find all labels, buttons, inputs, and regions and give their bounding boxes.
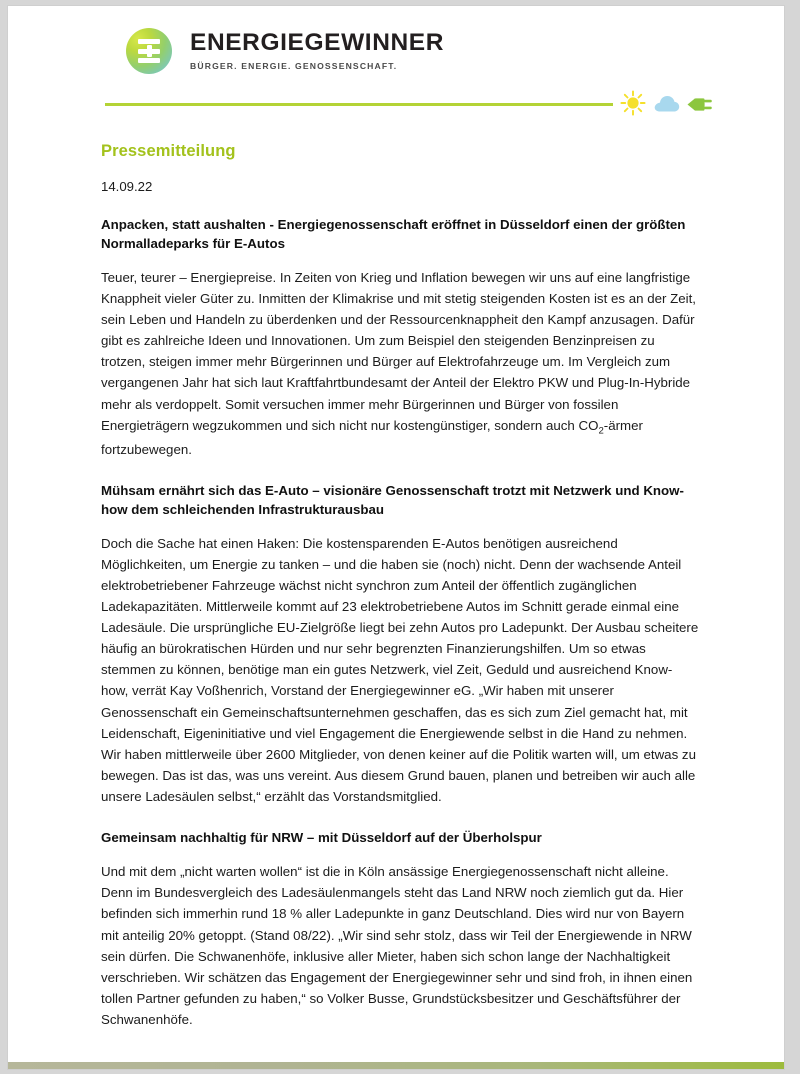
logo-bar-bottom: [138, 58, 160, 63]
logo-bar-top: [138, 39, 160, 44]
article-headline: Anpacken, statt aushalten - Energiegenossenschaft eröffnet in Düsseldorf einen der größten Normalladeparks für E-Autos: [101, 217, 686, 251]
brand-wordmark: ENERGIEGEWINNER: [190, 29, 445, 57]
logo-plus-vertical: [147, 45, 152, 57]
press-release-date: 14.09.22: [101, 179, 153, 194]
document-header: [8, 6, 784, 118]
document-page: [8, 6, 784, 1069]
energiegewinner-logo-mark: [126, 28, 172, 74]
article-paragraph-3: Und mit dem „nicht warten wollen“ ist die in Köln ansässige Energiegenossenschaft nicht alleine. Denn im Bundesvergleich des Ladesäulenmangels steht das Land NRW noch ziemlich gut da. Hier befinden sich immerhin rund 18 % aller Ladepunkte in ganz Deutschland. Dies wird nur von Bayern mit anteilig 20% getoppt. (Stand 08/22). „Wir sind sehr stolz, dass wir Teil der Energiewende in NRW sein dürfen. Die Schwanenhöfe, inklusive aller Mieter, haben sich schon lange der Nachhaltigkeit verschrieben. Wir schätzen das Engagement der Energiegewinner sehr und sind froh, in ihnen einen tollen Partner gefunden zu haben,“ so Volker Busse, Grundstücksbesitzer und Geschäftsführer der Schwanenhöfe.: [101, 864, 693, 1028]
brand-text-block: [190, 31, 444, 70]
paragraph-1-text-a: Teuer, teurer – Energiepreise. In Zeiten von Krieg und Inflation bewegen wir uns auf eine langfristige Knappheit vieler Güter zu. Inmitten der Klimakrise und mit stetig steigenden Kosten ist es an der Zeit, sein Leben und Handeln zu überdenken und der Ressourcenknappheit den Kampf anzusagen. Dafür gibt es zahlreiche Ideen und Innovationen. Um zum Beispiel den steigenden Benzinpreisen zu trotzen, steigen immer mehr Bürgerinnen und Bürger auf Elektrofahrzeuge um. Im Vergleich zum vergangenen Jahr hat sich laut Kraftfahrtbundesamt der Anteil der Elektro PKW und Plug-In-Hybride mehr als verdoppelt. Somit versuchen immer mehr Bürgerinnen und Bürger von fossilen Energieträgern wegzukommen und sich nicht nur kostengünstiger, sondern auch CO: [101, 269, 696, 433]
article-subheading-2: Mühsam ernährt sich das E-Auto – visionäre Genossenschaft trotzt mit Netzwerk und Know-how dem schleichenden Infrastrukturausbau: [101, 482, 684, 517]
footer-accent-bar: [8, 1062, 784, 1069]
sun-icon: [620, 90, 646, 116]
article-paragraph-1: [101, 267, 699, 460]
article-subheading-3: Gemeinsam nachhaltig für NRW – mit Düsseldorf auf der Überholspur: [101, 830, 542, 846]
header-icon-group: [620, 90, 716, 118]
plug-icon: [686, 96, 714, 113]
article-paragraph-2: Doch die Sache hat einen Haken: Die kostensparenden E-Autos benötigen ausreichend Möglichkeiten, um Energie zu tanken – und die haben sie (noch) nicht. Denn der wachsende Anteil elektrobetriebener Fahrzeuge wächst nicht synchron zum Anteil der öffentlich zugänglichen Ladekapazitäten. Mittlerweile kommt auf 23 elektrobetriebene Autos im Schnitt gerade einmal eine Ladesäule. Die ursprüngliche EU-Zielgröße liegt bei zehn Autos pro Ladepunkt. Der Ausbau scheitere häufig an bürokratischen Hürden und nur sehr begrenzten Finanzierungshilfen. Um so etwas stemmen zu können, benötige man ein gutes Netzwerk, viel Zeit, Geduld und ausreichend Know-how, verrät Kay Voßhenrich, Vorstand der Energiegewinner eG. „Wir haben mit unserer Genossenschaft ein Gemeinschaftsunternehmen geschaffen, das es sich zum Ziel gemacht hat, mit Leidenschaft, Eigeninitiative und viel Engagement die Energiewende selbst in die Hand zu nehmen. Wir haben mittlerweile über 2600 Mitglieder, von denen keiner auf die Politik warten will, um etwas zu bewegen. Das ist das, was uns vereint. Aus diesem Grund bauen, planen und betreiben wir auch alle unsere Ladesäulen selbst,“ erzählt das Vorstandsmitglied.: [101, 535, 699, 805]
cloud-icon: [654, 95, 680, 113]
co2-subscript: 2: [598, 425, 604, 437]
paragraph-1-text-b: -ärmer fortzubewegen.: [101, 417, 643, 457]
document-body: [101, 142, 699, 1030]
brand-tagline: BÜRGER. ENERGIE. GENOSSENSCHAFT.: [190, 60, 398, 71]
press-release-kicker: Pressemitteilung: [101, 142, 236, 160]
header-divider-rule: [105, 103, 613, 106]
brand-logo: [126, 28, 444, 74]
